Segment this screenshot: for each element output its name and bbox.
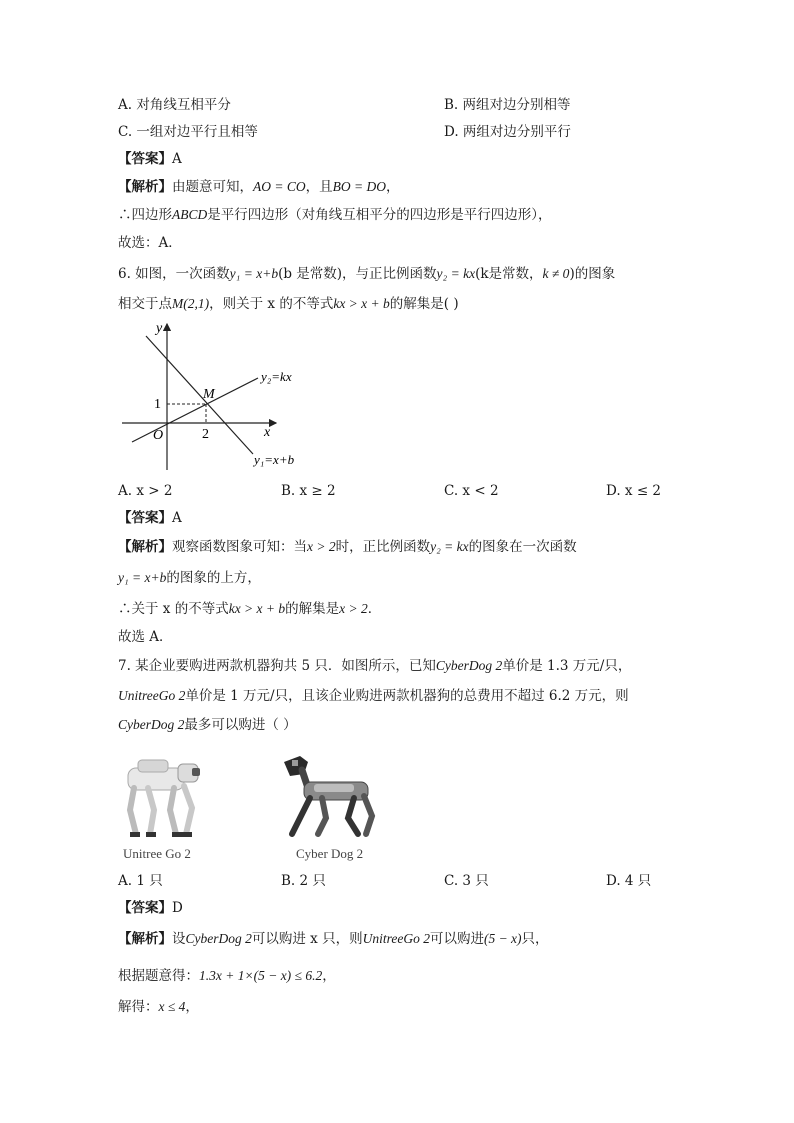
unitree-go2-caption: Unitree Go 2	[123, 846, 191, 861]
point-m-label: M	[203, 387, 215, 402]
q6-conclusion: 故选 A．	[118, 629, 173, 645]
unitree-go2-image	[120, 748, 210, 840]
q5-option-d: D. 两组对边分别平行	[444, 124, 571, 140]
q7-analysis-line3: 解得：x ≤ 4，	[118, 999, 199, 1015]
q6-answer: 【答案】A	[118, 510, 182, 526]
q6-analysis-line2: y₁ = x+b的图象的上方，	[118, 570, 261, 586]
label-y1: y₁=x+b	[254, 452, 295, 467]
q7-analysis-line1: 【解析】设CyberDog 2可以购进 x 只，则UnitreeGo 2可以购进(5 − x)只，	[118, 931, 549, 947]
q5-conclusion: 故选：A．	[118, 235, 182, 251]
q7-option-c: C. 3 只	[444, 873, 489, 889]
q5-option-c: C. 一组对边平行且相等	[118, 124, 258, 140]
q6-option-a: A. x > 2	[118, 483, 173, 499]
q7-analysis-line2: 根据题意得：1.3x + 1×(5 − x) ≤ 6.2，	[118, 968, 336, 984]
cyberdog2-caption: Cyber Dog 2	[296, 846, 364, 861]
q6-option-b: B. x ≥ 2	[281, 483, 336, 499]
line-y2	[132, 378, 258, 442]
q7-stem-line3: CyberDog 2最多可以购进（ ）	[118, 717, 297, 733]
y-axis-label: y	[156, 321, 163, 336]
q7-option-a: A. 1 只	[118, 873, 163, 889]
q6-option-d: D. x ≤ 2	[606, 483, 662, 499]
x-axis-label: x	[264, 425, 271, 440]
q7-stem-line1: 7. 某企业要购进两款机器狗共 5 只．如图所示，已知CyberDog 2单价是 1.3 万元/只，	[118, 658, 632, 674]
q5-answer: 【答案】A	[118, 151, 182, 167]
q7-option-b: B. 2 只	[281, 873, 326, 889]
cyberdog2-image	[278, 748, 382, 840]
origin-label: O	[153, 428, 164, 443]
q5-analysis-line2: ∴四边形ABCD是平行四边形（对角线互相平分的四边形是平行四边形），	[118, 207, 552, 223]
q7-option-d: D. 4 只	[606, 873, 652, 889]
tick-x-2: 2	[202, 427, 209, 442]
q6-analysis-line3: ∴关于 x 的不等式kx > x + b的解集是x > 2．	[118, 601, 382, 617]
q7-answer: 【答案】D	[118, 900, 183, 916]
tick-y-1: 1	[154, 397, 161, 412]
label-y2: y₂=kx	[261, 369, 292, 384]
q7-stem-line2: UnitreeGo 2单价是 1 万元/只，且该企业购进两款机器狗的总费用不超过 6.2 万元，则	[118, 688, 629, 704]
q6-analysis-line1: 【解析】观察函数图象可知：当x > 2时，正比例函数y₂ = kx的图象在一次函数	[118, 539, 577, 555]
q5-option-b: B. 两组对边分别相等	[444, 97, 571, 113]
q5-option-a: A. 对角线互相平分	[118, 97, 231, 113]
q6-option-c: C. x < 2	[444, 483, 499, 499]
q6-function-graph	[118, 318, 318, 474]
q5-analysis-line1: 【解析】由题意可知，AO = CO，且BO = DO，	[118, 179, 400, 195]
q6-stem-line1: 6. 如图，一次函数y₁ = x+b(b 是常数)，与正比例函数y₂ = kx(k是常数，k ≠ 0)的图象	[118, 266, 616, 282]
q6-stem-line2: 相交于点M(2,1)，则关于 x 的不等式kx > x + b的解集是( )	[118, 296, 459, 312]
